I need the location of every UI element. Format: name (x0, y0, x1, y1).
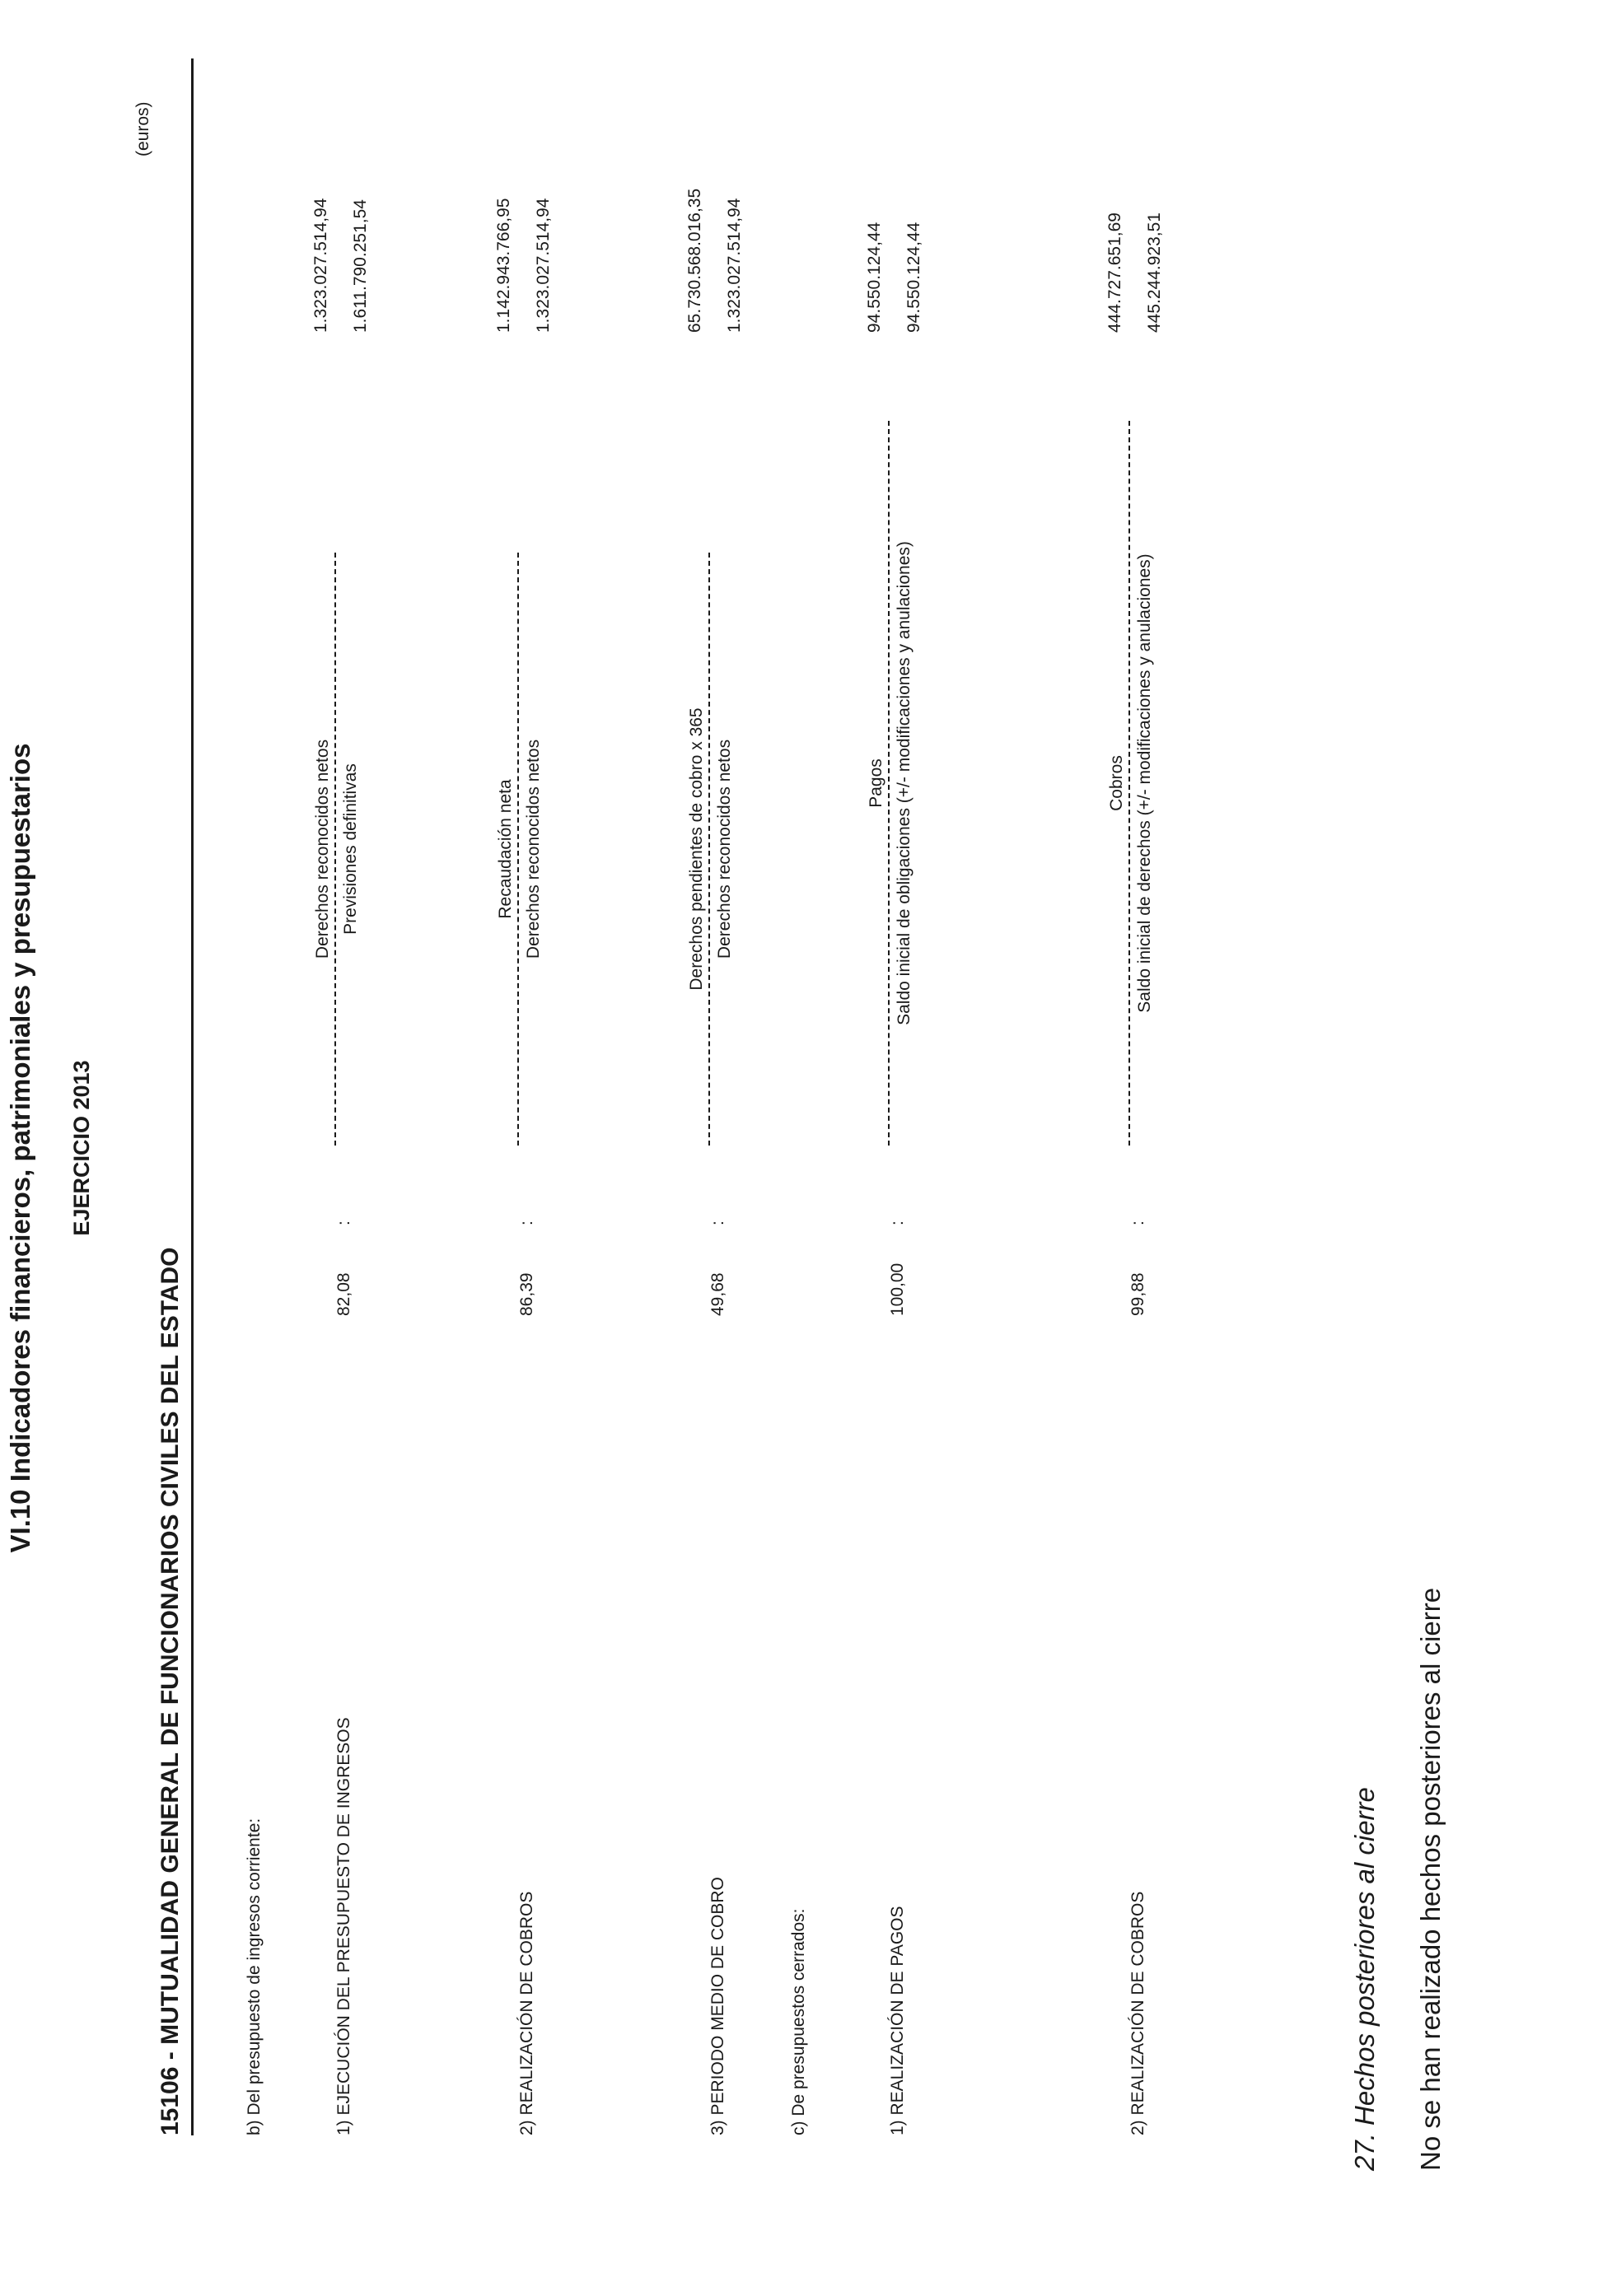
formula-numerator: Recaudación neta (496, 779, 515, 919)
entity-title: 15106 - MUTUALIDAD GENERAL DE FUNCIONARIOS CIVILES DEL ESTADO (157, 1247, 184, 2135)
numerator-amount: 1.142.943.766,95 (494, 198, 513, 333)
formula-numerator: Derechos reconocidos netos (313, 739, 332, 959)
denominator-amount: 445.244.923,51 (1145, 212, 1164, 333)
denominator-amount: 94.550.124,44 (904, 222, 923, 333)
fiscal-year: EJERCICIO 2013 (69, 1060, 94, 1236)
indicator-formula (1105, 421, 1156, 1146)
formula-denominator: Derechos reconocidos netos (524, 739, 543, 959)
formula-numerator: Cobros (1107, 755, 1126, 811)
numerator-amount: 65.730.568.016,35 (685, 188, 704, 333)
indicator-value: 99,88 (1128, 1272, 1147, 1316)
indicator-label: 1) REALIZACIÓN DE PAGOS (888, 1906, 907, 2135)
indicator-colon: : (517, 1220, 536, 1225)
numerator-amount: 1.323.027.514,94 (311, 198, 330, 333)
indicator-label: 1) EJECUCIÓN DEL PRESUPUESTO DE INGRESOS (334, 1717, 353, 2135)
report-title: VI.10 Indicadores financieros, patrimoniales y presupuestarios (5, 743, 35, 1553)
current-budget-heading: b) Del presupuesto de ingresos corriente: (245, 1818, 264, 2135)
indicator-label: 3) PERIODO MEDIO DE COBRO (708, 1877, 727, 2135)
formula-denominator: Saldo inicial de derechos (+/- modificaciones y anulaciones) (1135, 553, 1154, 1013)
fraction-bar (334, 553, 336, 1146)
indicator-formula (311, 553, 362, 1146)
fraction-bar (517, 553, 519, 1146)
numerator-amount: 444.727.651,69 (1105, 212, 1124, 333)
section-heading: 27. Hechos posteriores al cierre (1349, 1787, 1380, 2171)
fraction-bar (1128, 421, 1130, 1146)
indicator-label: 2) REALIZACIÓN DE COBROS (1128, 1891, 1147, 2135)
formula-denominator: Derechos reconocidos netos (715, 739, 734, 959)
numerator-amount: 94.550.124,44 (865, 222, 884, 333)
indicator-value: 82,08 (334, 1272, 353, 1316)
indicator-colon: : (708, 1220, 727, 1225)
closed-budget-heading: c) De presupuestos cerrados: (789, 1908, 808, 2135)
indicator-formula (685, 553, 736, 1146)
indicator-formula (865, 421, 916, 1146)
fraction-bar (888, 421, 890, 1146)
section-text: No se han realizado hechos posteriores al cierre (1415, 1587, 1446, 2171)
denominator-amount: 1.323.027.514,94 (534, 198, 553, 333)
indicator-colon: : (888, 1220, 907, 1225)
formula-numerator: Pagos (867, 758, 885, 808)
header-rule (191, 58, 194, 2135)
formula-numerator: Derechos pendientes de cobro x 365 (687, 707, 706, 991)
formula-denominator: Previsiones definitivas (341, 763, 360, 935)
indicator-colon: : (334, 1220, 353, 1225)
denominator-amount: 1.323.027.514,94 (725, 198, 744, 333)
formula-denominator: Saldo inicial de obligaciones (+/- modificaciones y anulaciones) (895, 541, 913, 1025)
indicator-label: 2) REALIZACIÓN DE COBROS (517, 1891, 536, 2135)
denominator-amount: 1.611.790.251,54 (351, 199, 370, 333)
indicator-value: 49,68 (708, 1272, 727, 1316)
indicator-value: 100,00 (888, 1262, 907, 1316)
currency-unit: (euros) (133, 101, 152, 156)
fraction-bar (708, 553, 710, 1146)
indicator-formula (494, 553, 545, 1146)
indicator-value: 86,39 (517, 1272, 536, 1316)
indicator-colon: : (1128, 1220, 1147, 1225)
